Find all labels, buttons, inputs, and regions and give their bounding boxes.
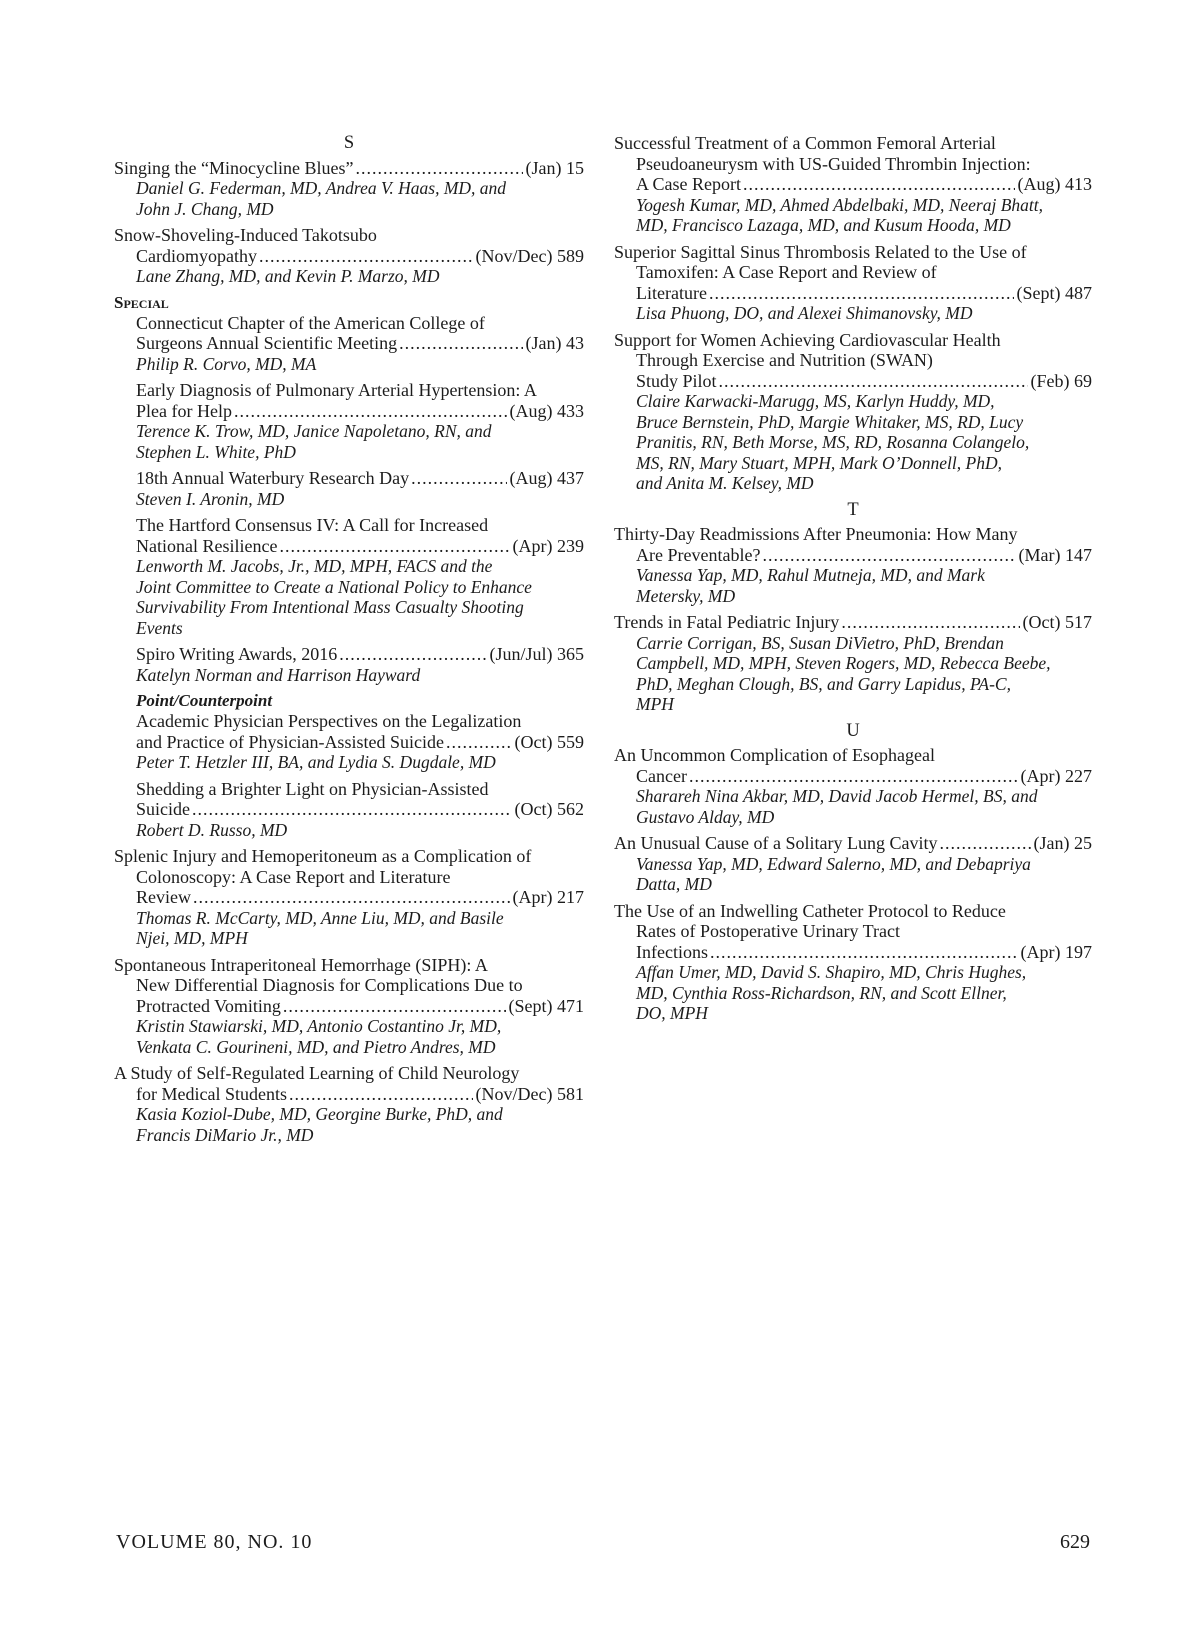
entry-authors: Kasia Koziol-Dube, MD, Georgine Burke, PhD, and <box>136 1104 503 1124</box>
entry-authors: Njei, MD, MPH <box>136 928 248 948</box>
entry-authors: Datta, MD <box>636 874 712 894</box>
entry-authors: Philip R. Corvo, MD, MA <box>136 353 317 374</box>
section-letter-t: T <box>847 499 859 520</box>
entry-ref: (Aug) 433 <box>509 400 584 421</box>
entry-title: Suicide <box>136 799 190 819</box>
entry-authors: Stephen L. White, PhD <box>136 441 296 462</box>
entry-authors: Daniel G. Federman, MD, Andrea V. Haas, MD, and <box>136 178 507 198</box>
index-entry <box>136 515 584 638</box>
entry-authors: MS, RN, Mary Stuart, MPH, Mark O’Donnell, PhD, <box>636 452 1002 473</box>
entry-title: Surgeons Annual Scientific Meeting <box>136 333 398 353</box>
entry-authors: Claire Karwacki-Marugg, MS, Karlyn Huddy, MD, <box>636 391 995 411</box>
index-entry <box>614 745 1092 827</box>
entry-authors: Bruce Bernstein, PhD, Margie Whitaker, MS, RD, Lucy <box>636 411 1024 432</box>
right-column <box>614 133 1092 1030</box>
index-entry <box>614 242 1092 324</box>
entry-authors: Thomas R. McCarty, MD, Anne Liu, MD, and Basile <box>136 907 504 928</box>
entry-authors: MD, Francisco Lazaga, MD, and Kusum Hooda, MD <box>636 215 1011 235</box>
entry-title: A Case Report <box>636 174 741 194</box>
entry-title: Rates of Postoperative Urinary Tract <box>636 921 900 941</box>
entry-title: Connecticut Chapter of the American College of <box>136 312 485 333</box>
index-entry <box>136 380 584 462</box>
entry-title: The Use of an Indwelling Catheter Protocol to Reduce <box>614 900 1006 921</box>
entry-title: Spontaneous Intraperitoneal Hemorrhage (SIPH): A <box>114 954 488 975</box>
entry-title: Cardiomyopathy <box>136 245 257 266</box>
entry-title: Thirty-Day Readmissions After Pneumonia: How Many <box>614 524 1018 544</box>
entry-title: Splenic Injury and Hemoperitoneum as a Complication of <box>114 846 532 866</box>
entry-authors: Joint Committee to Create a National Policy to Enhance <box>136 576 532 597</box>
entry-title: Superior Sagittal Sinus Thrombosis Related to the Use of <box>614 241 1027 262</box>
index-entry <box>114 1063 584 1145</box>
entry-ref: (Aug) 437 <box>509 468 584 488</box>
entry-title: 18th Annual Waterbury Research Day <box>136 468 410 488</box>
index-entry <box>136 468 584 509</box>
entry-title: Academic Physician Perspectives on the Legalization <box>136 711 522 731</box>
entry-authors: Survivability From Intentional Mass Casualty Shooting <box>136 597 524 617</box>
entry-title: Snow-Shoveling-Induced Takotsubo <box>114 225 377 245</box>
entry-title: Support for Women Achieving Cardiovascular Health <box>614 329 1001 350</box>
entry-title: New Differential Diagnosis for Complications Due to <box>136 975 523 995</box>
entry-title: National Resilience <box>136 535 278 556</box>
index-entry <box>614 524 1092 606</box>
index-entry <box>114 846 584 949</box>
entry-ref: (Apr) 227 <box>1020 765 1092 786</box>
entry-authors: Vanessa Yap, MD, Rahul Mutneja, MD, and Mark <box>636 565 985 585</box>
entry-authors: Steven I. Aronin, MD <box>136 488 285 509</box>
entry-ref: (Nov/Dec) 581 <box>475 1083 584 1104</box>
entry-ref: (Apr) 197 <box>1020 941 1092 962</box>
entry-authors: Peter T. Hetzler III, BA, and Lydia S. Dugdale, MD <box>136 752 496 772</box>
entry-authors: MD, Cynthia Ross-Richardson, RN, and Scott Ellner, <box>636 982 1007 1003</box>
entry-authors: Lane Zhang, MD, and Kevin P. Marzo, MD <box>136 266 440 286</box>
entry-authors: Sharareh Nina Akbar, MD, David Jacob Hermel, BS, and <box>636 786 1038 806</box>
footer-volume: VOLUME 80, NO. 10 <box>116 1531 313 1553</box>
entry-authors: Affan Umer, MD, David S. Shapiro, MD, Chris Hughes, <box>636 962 1027 982</box>
entry-authors: Venkata C. Gourineni, MD, and Pietro Andres, MD <box>136 1036 496 1057</box>
index-entry <box>614 133 1092 236</box>
entry-authors: Terence K. Trow, MD, Janice Napoletano, RN, and <box>136 421 492 441</box>
entry-title: Review <box>136 887 191 907</box>
entry-title: Plea for Help <box>136 400 232 421</box>
entry-title: Successful Treatment of a Common Femoral Arterial <box>614 133 996 153</box>
entry-authors: and Anita M. Kelsey, MD <box>636 473 814 493</box>
entry-title: Colonoscopy: A Case Report and Literature <box>136 866 451 887</box>
entry-title: Study Pilot <box>636 370 717 391</box>
entry-ref: (Jan) 43 <box>525 333 584 353</box>
section-letter-u: U <box>846 720 860 741</box>
entry-authors: Events <box>136 617 183 638</box>
entry-title: and Practice of Physician-Assisted Suicide <box>136 731 444 752</box>
entry-title: Through Exercise and Nutrition (SWAN) <box>636 350 933 370</box>
entry-title: Cancer <box>636 765 687 786</box>
entry-title: Singing the “Minocycline Blues” <box>114 157 354 178</box>
entry-title: Literature <box>636 282 707 303</box>
section-letter-s: S <box>343 133 355 153</box>
entry-authors: DO, MPH <box>636 1003 708 1023</box>
index-entry <box>614 612 1092 715</box>
entry-ref: (Oct) 562 <box>514 799 584 819</box>
entry-authors: Pranitis, RN, Beth Morse, MS, RD, Rosanna Colangelo, <box>636 432 1030 452</box>
entry-ref: (Sept) 471 <box>508 995 584 1016</box>
entry-title: The Hartford Consensus IV: A Call for Increased <box>136 515 489 535</box>
entry-ref: (Jan) 25 <box>1033 833 1092 853</box>
entry-ref: (Feb) 69 <box>1030 370 1092 391</box>
entry-title: Pseudoaneurysm with US-Guided Thrombin Injection: <box>636 153 1031 174</box>
left-column <box>114 133 584 1151</box>
entry-authors: Vanessa Yap, MD, Edward Salerno, MD, and Debapriya <box>636 853 1031 874</box>
entry-authors: PhD, Meghan Clough, BS, and Garry Lapidus, PA-C, <box>636 673 1011 694</box>
entry-title: Infections <box>636 941 708 962</box>
category-special: Special <box>114 292 169 312</box>
entry-authors: Francis DiMario Jr., MD <box>136 1124 314 1145</box>
index-entry <box>614 330 1092 494</box>
entry-ref: (Mar) 147 <box>1018 544 1092 565</box>
entry-authors: Robert D. Russo, MD <box>136 819 288 840</box>
index-entry <box>136 779 584 841</box>
entry-title: for Medical Students <box>136 1083 287 1104</box>
index-entry <box>114 158 584 220</box>
entry-ref: (Nov/Dec) 589 <box>475 245 584 266</box>
entry-authors: Campbell, MD, MPH, Steven Rogers, MD, Rebecca Beebe, <box>636 653 1051 673</box>
index-entry <box>136 313 584 375</box>
entry-authors: Lisa Phuong, DO, and Alexei Shimanovsky, MD <box>636 303 973 323</box>
index-entry <box>136 644 584 685</box>
entry-ref: (Jan) 15 <box>525 157 584 178</box>
entry-title: An Unusual Cause of a Solitary Lung Cavity <box>614 833 938 853</box>
entry-title: An Uncommon Complication of Esophageal <box>614 745 935 765</box>
index-entry <box>614 833 1092 895</box>
entry-title: Shedding a Brighter Light on Physician-Assisted <box>136 778 489 799</box>
entry-title: Protracted Vomiting <box>136 995 281 1016</box>
entry-title: Trends in Fatal Pediatric Injury <box>614 612 840 632</box>
entry-authors: Katelyn Norman and Harrison Hayward <box>136 664 421 685</box>
index-entry <box>114 955 584 1058</box>
entry-authors: John J. Chang, MD <box>136 198 274 219</box>
entry-ref: (Sept) 487 <box>1016 282 1092 303</box>
index-entry <box>136 711 584 773</box>
entry-ref: (Oct) 559 <box>514 731 584 752</box>
entry-ref: (Aug) 413 <box>1017 174 1092 194</box>
entry-title: Are Preventable? <box>636 544 761 565</box>
index-entry <box>614 901 1092 1024</box>
entry-title: Tamoxifen: A Case Report and Review of <box>636 262 937 282</box>
entry-authors: Lenworth M. Jacobs, Jr., MD, MPH, FACS and the <box>136 556 493 576</box>
index-entry <box>114 225 584 287</box>
entry-ref: (Oct) 517 <box>1022 612 1092 632</box>
entry-authors: Kristin Stawiarski, MD, Antonio Costantino Jr, MD, <box>136 1016 502 1036</box>
entry-title: Spiro Writing Awards, 2016 <box>136 644 338 664</box>
entry-ref: (Jun/Jul) 365 <box>489 644 584 664</box>
entry-authors: MPH <box>636 694 674 714</box>
entry-ref: (Apr) 239 <box>512 535 584 556</box>
entry-authors: Gustavo Alday, MD <box>636 806 775 827</box>
entry-ref: (Apr) 217 <box>512 887 584 907</box>
category-point-counterpoint: Point/Counterpoint <box>136 691 273 710</box>
entry-authors: Carrie Corrigan, BS, Susan DiVietro, PhD, Brendan <box>636 632 1004 653</box>
entry-authors: Yogesh Kumar, MD, Ahmed Abdelbaki, MD, Neeraj Bhatt, <box>636 194 1044 215</box>
footer-page-number: 629 <box>1060 1531 1090 1553</box>
entry-title: Early Diagnosis of Pulmonary Arterial Hypertension: A <box>136 380 537 400</box>
entry-title: A Study of Self-Regulated Learning of Child Neurology <box>114 1063 520 1083</box>
entry-authors: Metersky, MD <box>636 585 736 606</box>
